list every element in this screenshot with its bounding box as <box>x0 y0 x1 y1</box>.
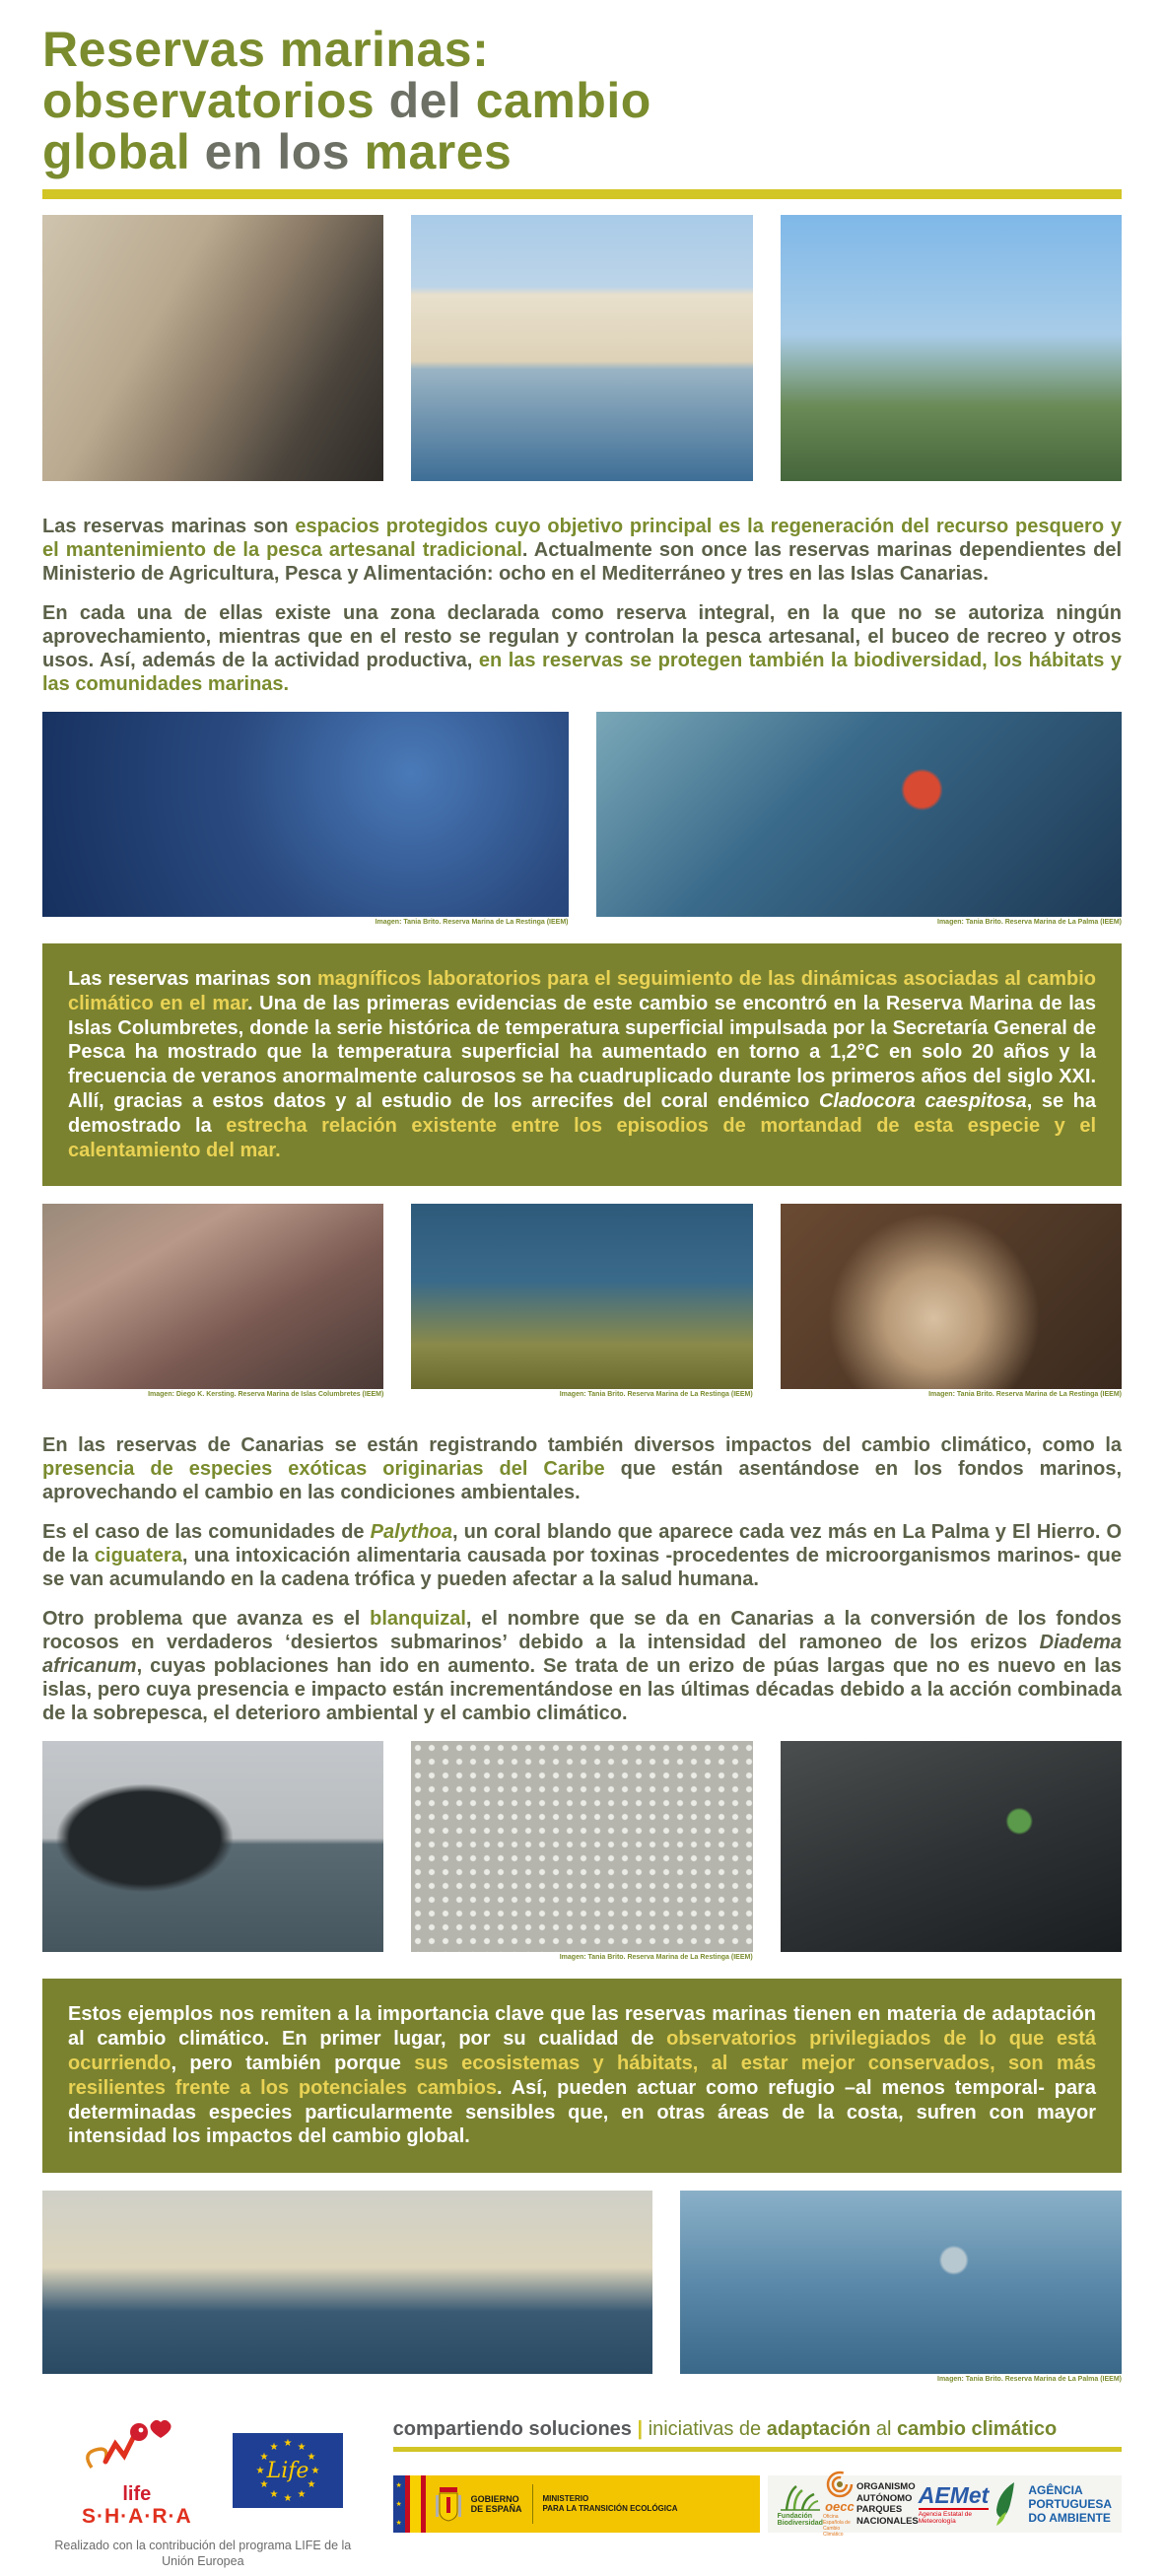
partner-logos <box>768 2475 1122 2539</box>
svg-text:★: ★ <box>283 2437 293 2449</box>
svg-text:★: ★ <box>307 2478 316 2490</box>
title-line-1: Reservas marinas: <box>42 22 490 77</box>
gobierno-espana-logo <box>393 2475 760 2533</box>
footer-campaign-block <box>392 2416 1122 2539</box>
grass-icon <box>779 2482 822 2512</box>
svg-text:★: ★ <box>259 2478 269 2490</box>
page-title <box>42 24 1122 177</box>
photo-caption <box>781 1954 1122 1963</box>
paragraph: Es el caso de las comunidades de Palythoa, un coral blando que aparece cada vez más en La Palma y El Hierro. O de la ciguatera, una intoxicación alimentaria causada por toxinas -procedentes de microorganismos marinos- que se van acumulando en la cadena trófica y pueden afectar a la salud humana. <box>42 1521 1122 1591</box>
title-line-2: observatorios del cambio <box>42 73 651 128</box>
photo-caption <box>42 1954 383 1963</box>
photo-caption: Imagen: Tania Brito. Reserva Marina de La Restinga (IEEM) <box>559 1391 753 1399</box>
poster <box>42 0 1122 2576</box>
photo-caption: Imagen: Tania Brito. Reserva Marina de La Palma (IEEM) <box>937 2376 1122 2384</box>
photo-caption: Imagen: Tania Brito. Reserva Marina de La Palma (IEEM) <box>937 919 1122 926</box>
eu-flag-icon <box>233 2433 343 2508</box>
photo-figure <box>680 2191 1122 2385</box>
highlight-box-text: Las reservas marinas son magníficos laboratorios para el seguimiento de las dinámicas asociadas al cambio climático en el mar. Una de las primeras evidencias de este cambio se encontró en la Reserva Marina de las Islas Columbretes, donde la serie histórica de temperatura superficial impulsada por la Secretaría General de Pesca ha mostrado que la temperatura superficial ha aumentado en torno a 1,2°C en solo 20 años y la frecuencia de veranos anormalmente calurosos se ha cuadruplicado durante los primeros años del siglo XXI. Allí, gracias a estos datos y al estudio de los arrecifes del coral endémico Cladocora caespitosa, se ha demostrado la estrecha relación existente entre los episodios de mortandad de esta especie y el calentamiento del mar. <box>68 968 1096 1161</box>
ministerio-label: MINISTERIO PARA LA TRANSICIÓN ECOLÓGICA <box>542 2493 678 2514</box>
highlight-box-1 <box>42 943 1122 1186</box>
photo-figure <box>781 215 1122 481</box>
photo-row-2 <box>42 712 1122 928</box>
svg-text:★: ★ <box>269 2441 279 2453</box>
photo-row-5 <box>42 2191 1122 2385</box>
agencia-portuguesa-ambiente-logo: AGÊNCIA PORTUGUESA DO AMBIENTE <box>989 2480 1112 2528</box>
parques-nacionales-label: ORGANISMO AUTÓNOMO PARQUES NACIONALES <box>856 2481 919 2527</box>
photo-figure <box>42 215 383 481</box>
photo-white-coral <box>411 1741 752 1952</box>
photo-figure <box>411 215 752 481</box>
life-shara-logo <box>63 2416 211 2529</box>
photo-caption: Imagen: Diego K. Kersting. Reserva Marina de Islas Columbretes (IEEM) <box>148 1391 384 1399</box>
photo-figure <box>42 712 569 928</box>
shara-wordmark: S·H·A·R·A <box>82 2505 192 2529</box>
photo-caption: Imagen: Tania Brito. Reserva Marina de La Restinga (IEEM) <box>928 1391 1122 1399</box>
svg-text:★: ★ <box>297 2441 307 2453</box>
svg-text:★: ★ <box>297 2488 307 2500</box>
photo-coral-colony <box>42 1204 383 1389</box>
life-contribution-note: Realizado con la contribución del programa LIFE de la Unión Europea <box>54 2539 352 2568</box>
photo-figure <box>411 1741 752 1963</box>
photo-caption: Imagen: Tania Brito. Reserva Marina de La Restinga (IEEM) <box>559 1954 753 1962</box>
photo-row-1 <box>42 215 1122 481</box>
poster-header <box>42 24 1122 199</box>
photo-figure <box>596 712 1123 928</box>
title-line-3: global en los mares <box>42 124 513 179</box>
photo-figure <box>42 1204 383 1400</box>
campaign-slogan: compartiendo soluciones | iniciativas de adaptación al cambio climático <box>392 2418 1058 2441</box>
paragraph: Las reservas marinas son espacios protegidos cuyo objetivo principal es la regeneración del recurso pesquero y el mantenimiento de la pesca artesanal tradicional. Actualmente son once las reservas marinas dependientes del Ministerio de Agricultura, Pesca y Alimentación: ocho en el Mediterráneo y tres en las Islas Canarias. <box>42 516 1122 585</box>
photo-interview <box>42 215 383 481</box>
gecko-icon <box>78 2416 196 2479</box>
svg-text:★: ★ <box>269 2488 279 2500</box>
spiral-circles-icon <box>823 2471 856 2500</box>
svg-text:★: ★ <box>307 2451 316 2463</box>
life-wordmark: life <box>122 2483 152 2506</box>
photo-rocky-shore-fisher <box>781 1741 1122 1952</box>
photo-reef-red-fish <box>596 712 1123 917</box>
footer <box>42 2416 1122 2575</box>
footer-life-block <box>42 2416 364 2569</box>
svg-text:Life: Life <box>266 2458 309 2483</box>
oecc-logo: oecc Oficina Española de Cambio Climático <box>823 2471 856 2538</box>
photo-sea-caves <box>42 2191 652 2374</box>
photo-row-3 <box>42 1204 1122 1400</box>
svg-text:★: ★ <box>255 2465 265 2476</box>
photo-row-4 <box>42 1741 1122 1963</box>
photo-figure <box>42 1741 383 1963</box>
photo-underwater-reef <box>411 1204 752 1389</box>
photo-caption <box>42 2376 652 2385</box>
photo-figure <box>781 1741 1122 1963</box>
spain-coat-of-arms-icon <box>434 2485 463 2523</box>
svg-text:★: ★ <box>310 2465 320 2476</box>
intro-text-block <box>42 515 1122 696</box>
photo-figure <box>42 2191 652 2385</box>
aemet-logo: AEMet Agencia Estatal de Meteorología <box>918 2481 990 2525</box>
paragraph: En las reservas de Canarias se están registrando también diversos impactos del cambio climático, como la presencia de especies exóticas originarias del Caribe que están asentándose en los fondos marinos, aprovechando el cambio en las condiciones ambientales. <box>42 1434 1122 1504</box>
spain-eu-flagbar-icon: ★ ★ ★ <box>393 2475 426 2533</box>
photo-coastal-cliffs <box>411 215 752 481</box>
slogan-underline-bar <box>393 2447 1122 2452</box>
photo-islet-sea <box>42 1741 383 1952</box>
gobierno-espana-label: GOBIERNO DE ESPAÑA <box>470 2493 522 2515</box>
photo-figure <box>411 1204 752 1400</box>
svg-text:★: ★ <box>283 2492 293 2504</box>
photo-caption: Imagen: Tania Brito. Reserva Marina de La Restinga (IEEM) <box>375 919 569 926</box>
photo-pufferfish <box>781 1204 1122 1389</box>
photo-fish-school <box>42 712 569 917</box>
highlight-box-text: Estos ejemplos nos remiten a la importancia clave que las reservas marinas tienen en materia de adaptación al cambio climático. En primer lugar, por su cualidad de observatorios privilegiados de lo que está ocurriendo, pero también porque sus ecosistemas y hábitats, al estar mejor conservados, son más resilientes frente a los potenciales cambios. Así, pueden actuar como refugio –al menos temporal- para determinadas especies particularmente sensibles que, en otras áreas de la costa, sufren con mayor intensidad los impactos del cambio global. <box>68 2003 1096 2148</box>
highlight-box-2 <box>42 1979 1122 2173</box>
fundacion-biodiversidad-logo: Fundación Biodiversidad <box>778 2482 823 2527</box>
photo-dolphin <box>680 2191 1122 2374</box>
title-underline-bar <box>42 189 1122 199</box>
photo-woman-outdoors <box>781 215 1122 481</box>
leaf-figure-icon <box>989 2480 1022 2528</box>
canarias-text-block <box>42 1433 1122 1725</box>
photo-figure <box>781 1204 1122 1400</box>
svg-text:★: ★ <box>259 2451 269 2463</box>
institutional-logos-strip <box>393 2475 1122 2539</box>
paragraph: Otro problema que avanza es el blanquizal, el nombre que se da en Canarias a la conversión de los fondos rocosos en verdaderos ‘desiertos submarinos’ debido a la intensidad del ramoneo de los erizos Diadema africanum, cuyas poblaciones han ido en aumento. Se trata de un erizo de púas largas que no es nuevo en las islas, pero cuya presencia e impacto están incrementándose en las últimas décadas debido a la acción combinada de la sobrepesca, el deterioro ambiental y el cambio climático. <box>42 1608 1122 1725</box>
paragraph: En cada una de ellas existe una zona declarada como reserva integral, en la que no se autoriza ningún aprovechamiento, mientras que en el resto se regulan y controlan la pesca artesanal, el buceo de recreo y otros usos. Así, además de la actividad productiva, en las reservas se protegen también la biodiversidad, los hábitats y las comunidades marinas. <box>42 602 1122 695</box>
